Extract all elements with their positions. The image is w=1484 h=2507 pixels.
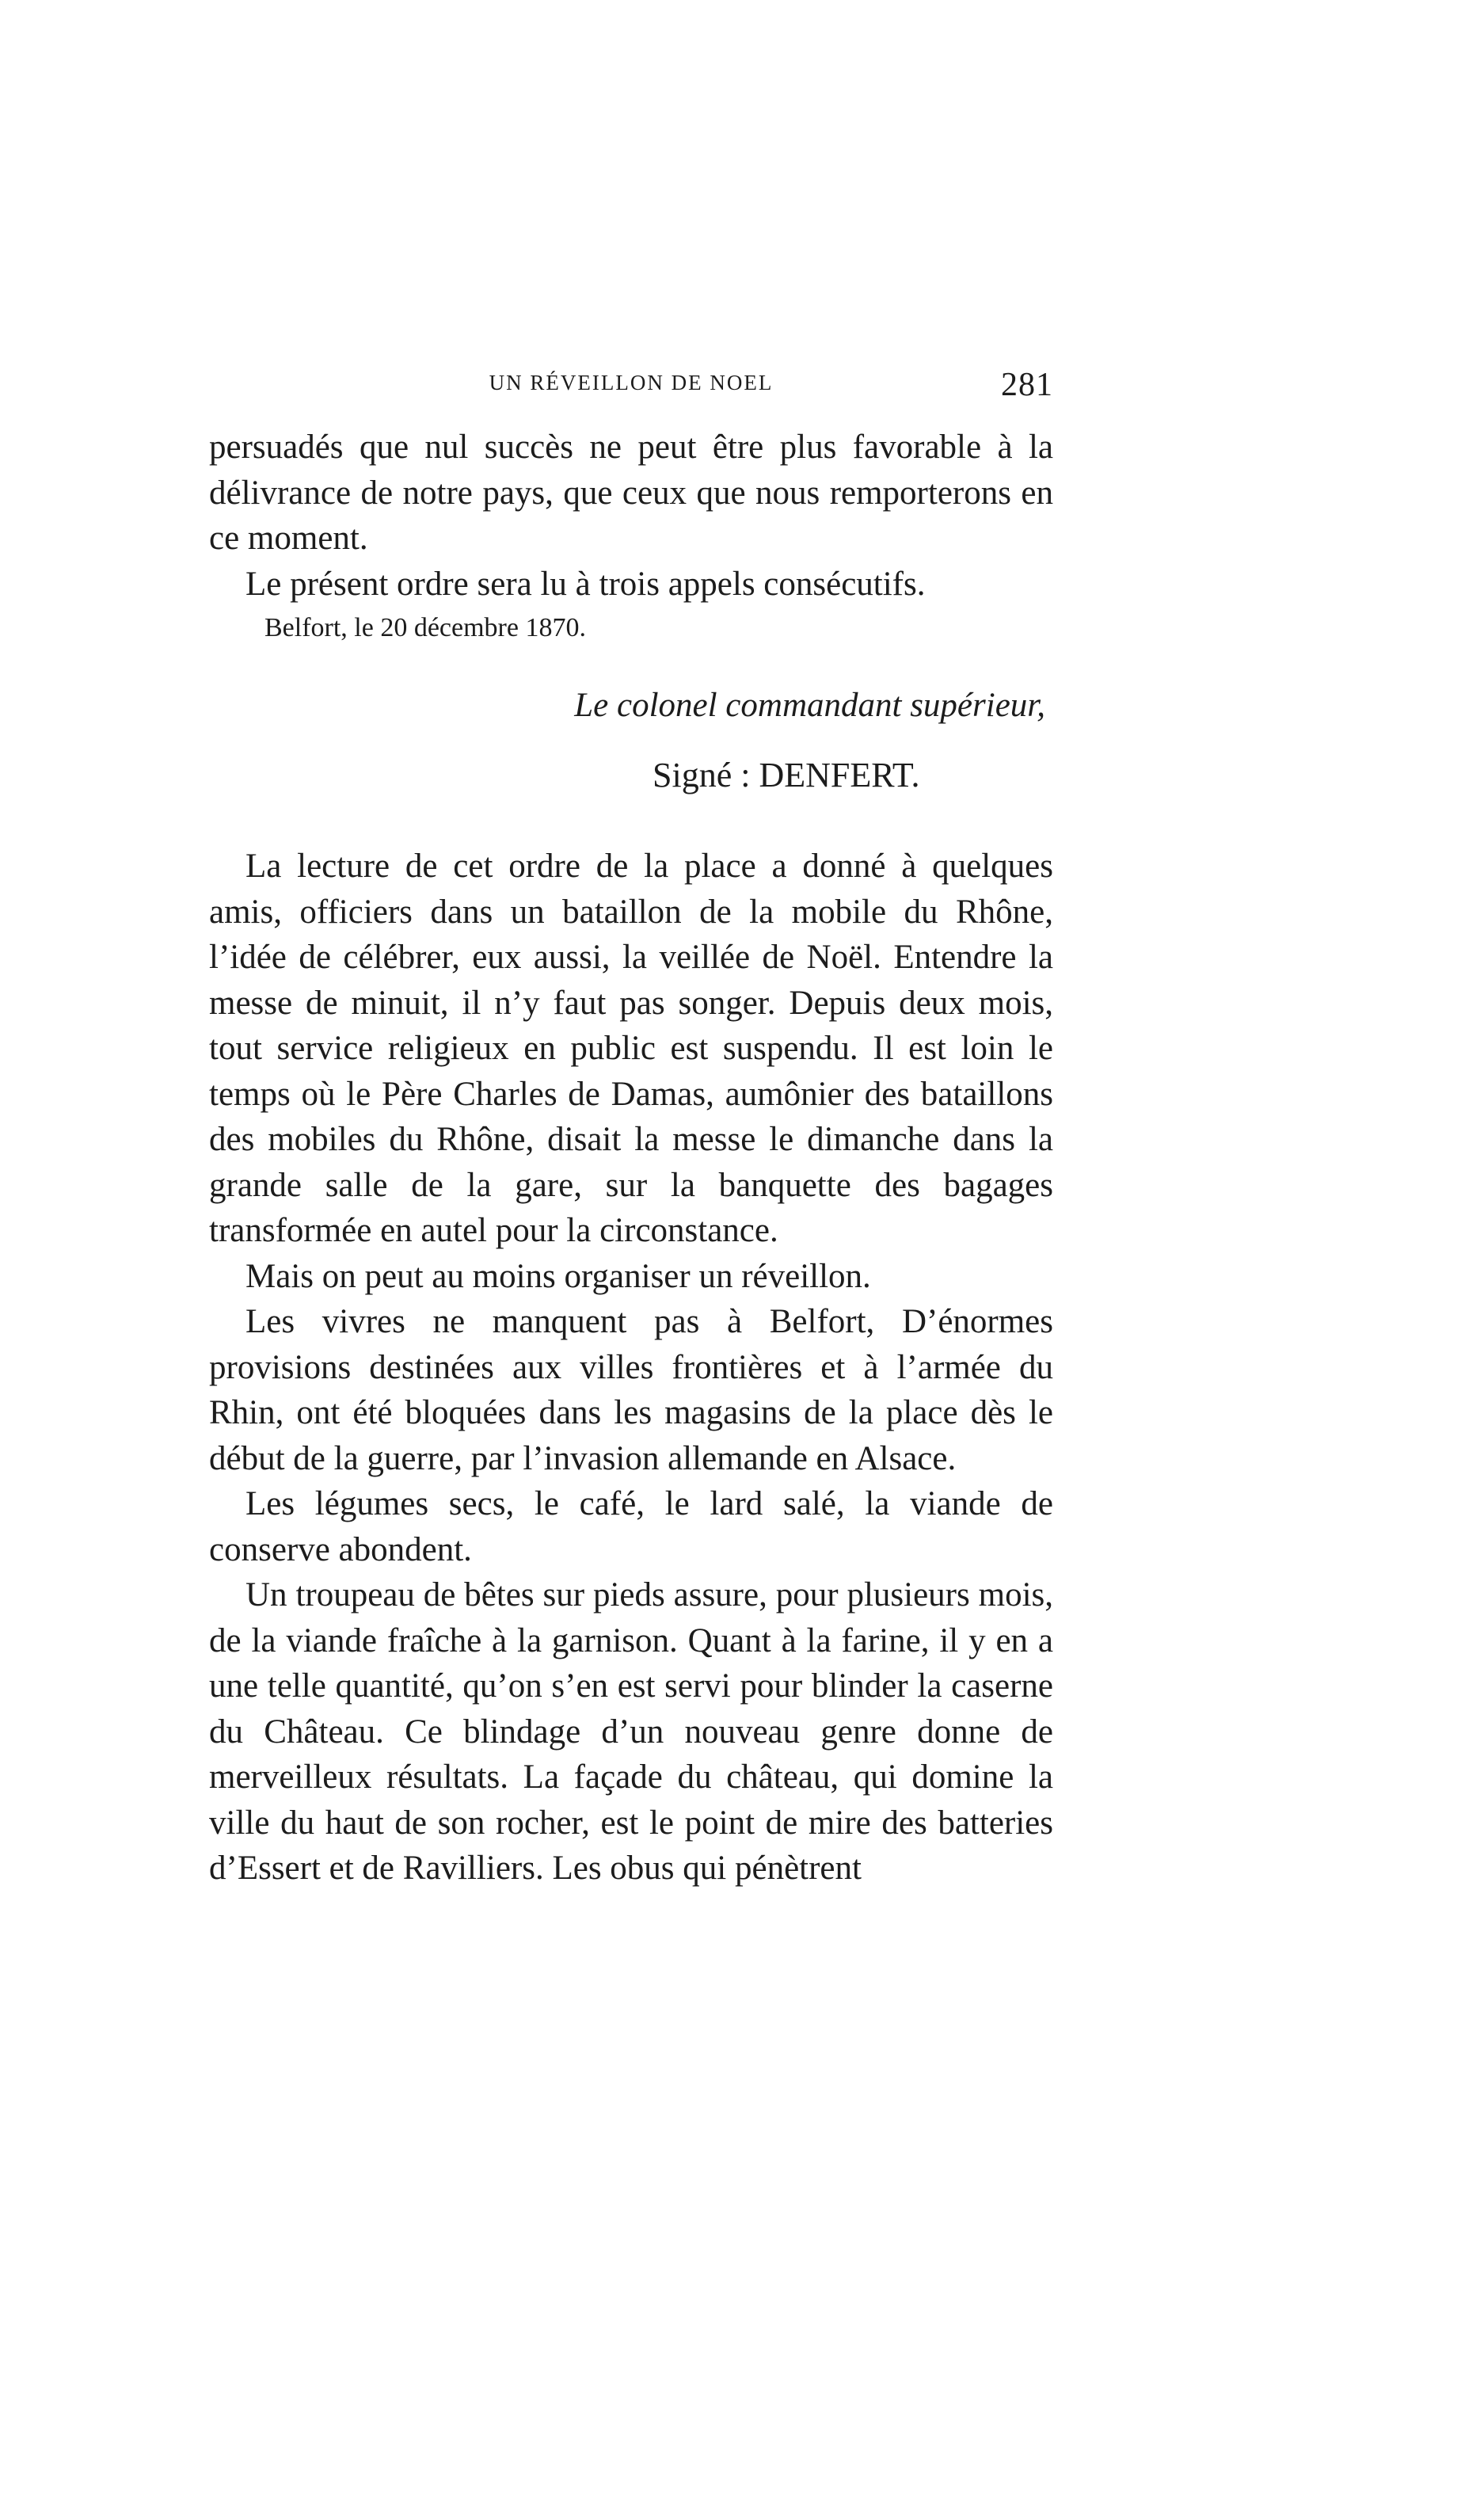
running-head xyxy=(209,366,1053,413)
paragraph-livestock: Un troupeau de bêtes sur pieds assure, pour plusieurs mois, de la viande fraîche à la garnison. Quant à la farine, il y en a une telle quantité, qu’on s’en est servi pour blinder la caserne du Château. Ce blindage d’un nouveau genre donne de merveilleux résultats. La façade du château, qui domine la ville du haut de son rocher, est le point de mire des batteries d’Essert et de Ravilliers. Les obus qui pénètrent xyxy=(209,1576,1053,1887)
paragraph-reveillon: Mais on peut au moins organiser un réveillon. xyxy=(245,1257,871,1295)
paragraph-order-reading: Le présent ordre sera lu à trois appels consécutifs. xyxy=(245,565,926,603)
running-title: UN RÉVEILLON DE NOEL xyxy=(489,371,774,394)
paragraph-provisions: Les légumes secs, le café, le lard salé, la viande de conserve abondent. xyxy=(209,1485,1053,1568)
signature-name: Signé : DENFERT. xyxy=(653,755,920,794)
paragraph-reading-order: La lecture de cet ordre de la place a donné à quelques amis, officiers dans un bataillon de la mobile du Rhône, l’idée de célébrer, eux aussi, la veillée de Noël. Entendre la messe de minuit, il n’y faut pas songer. Depuis deux mois, tout service religieux en public est suspendu. Il est loin le temps où le Père Charles de Damas, aumônier des bataillons des mobiles du Rhône, disait la messe le dimanche dans la grande salle de la gare, sur la banquette des bagages transformée en autel pour la circonstance. xyxy=(209,848,1053,1249)
body-text xyxy=(209,425,1053,1892)
dateline: Belfort, le 20 décembre 1870. xyxy=(264,613,586,642)
paragraph-continuation: persuadés que nul succès ne peut être plus favorable à la délivrance de notre pays, que ceux que nous remporterons en ce moment. xyxy=(209,429,1053,557)
paragraph-supplies: Les vivres ne manquent pas à Belfort, D’énormes provisions destinées aux villes frontières et à l’armée du Rhin, ont été bloquées dans les magasins de la place dès le début de la guerre, par l’invasion allemande en Alsace. xyxy=(209,1303,1053,1477)
signature-title: Le colonel commandant supérieur, xyxy=(574,687,1045,724)
page-number: 281 xyxy=(1001,367,1053,403)
